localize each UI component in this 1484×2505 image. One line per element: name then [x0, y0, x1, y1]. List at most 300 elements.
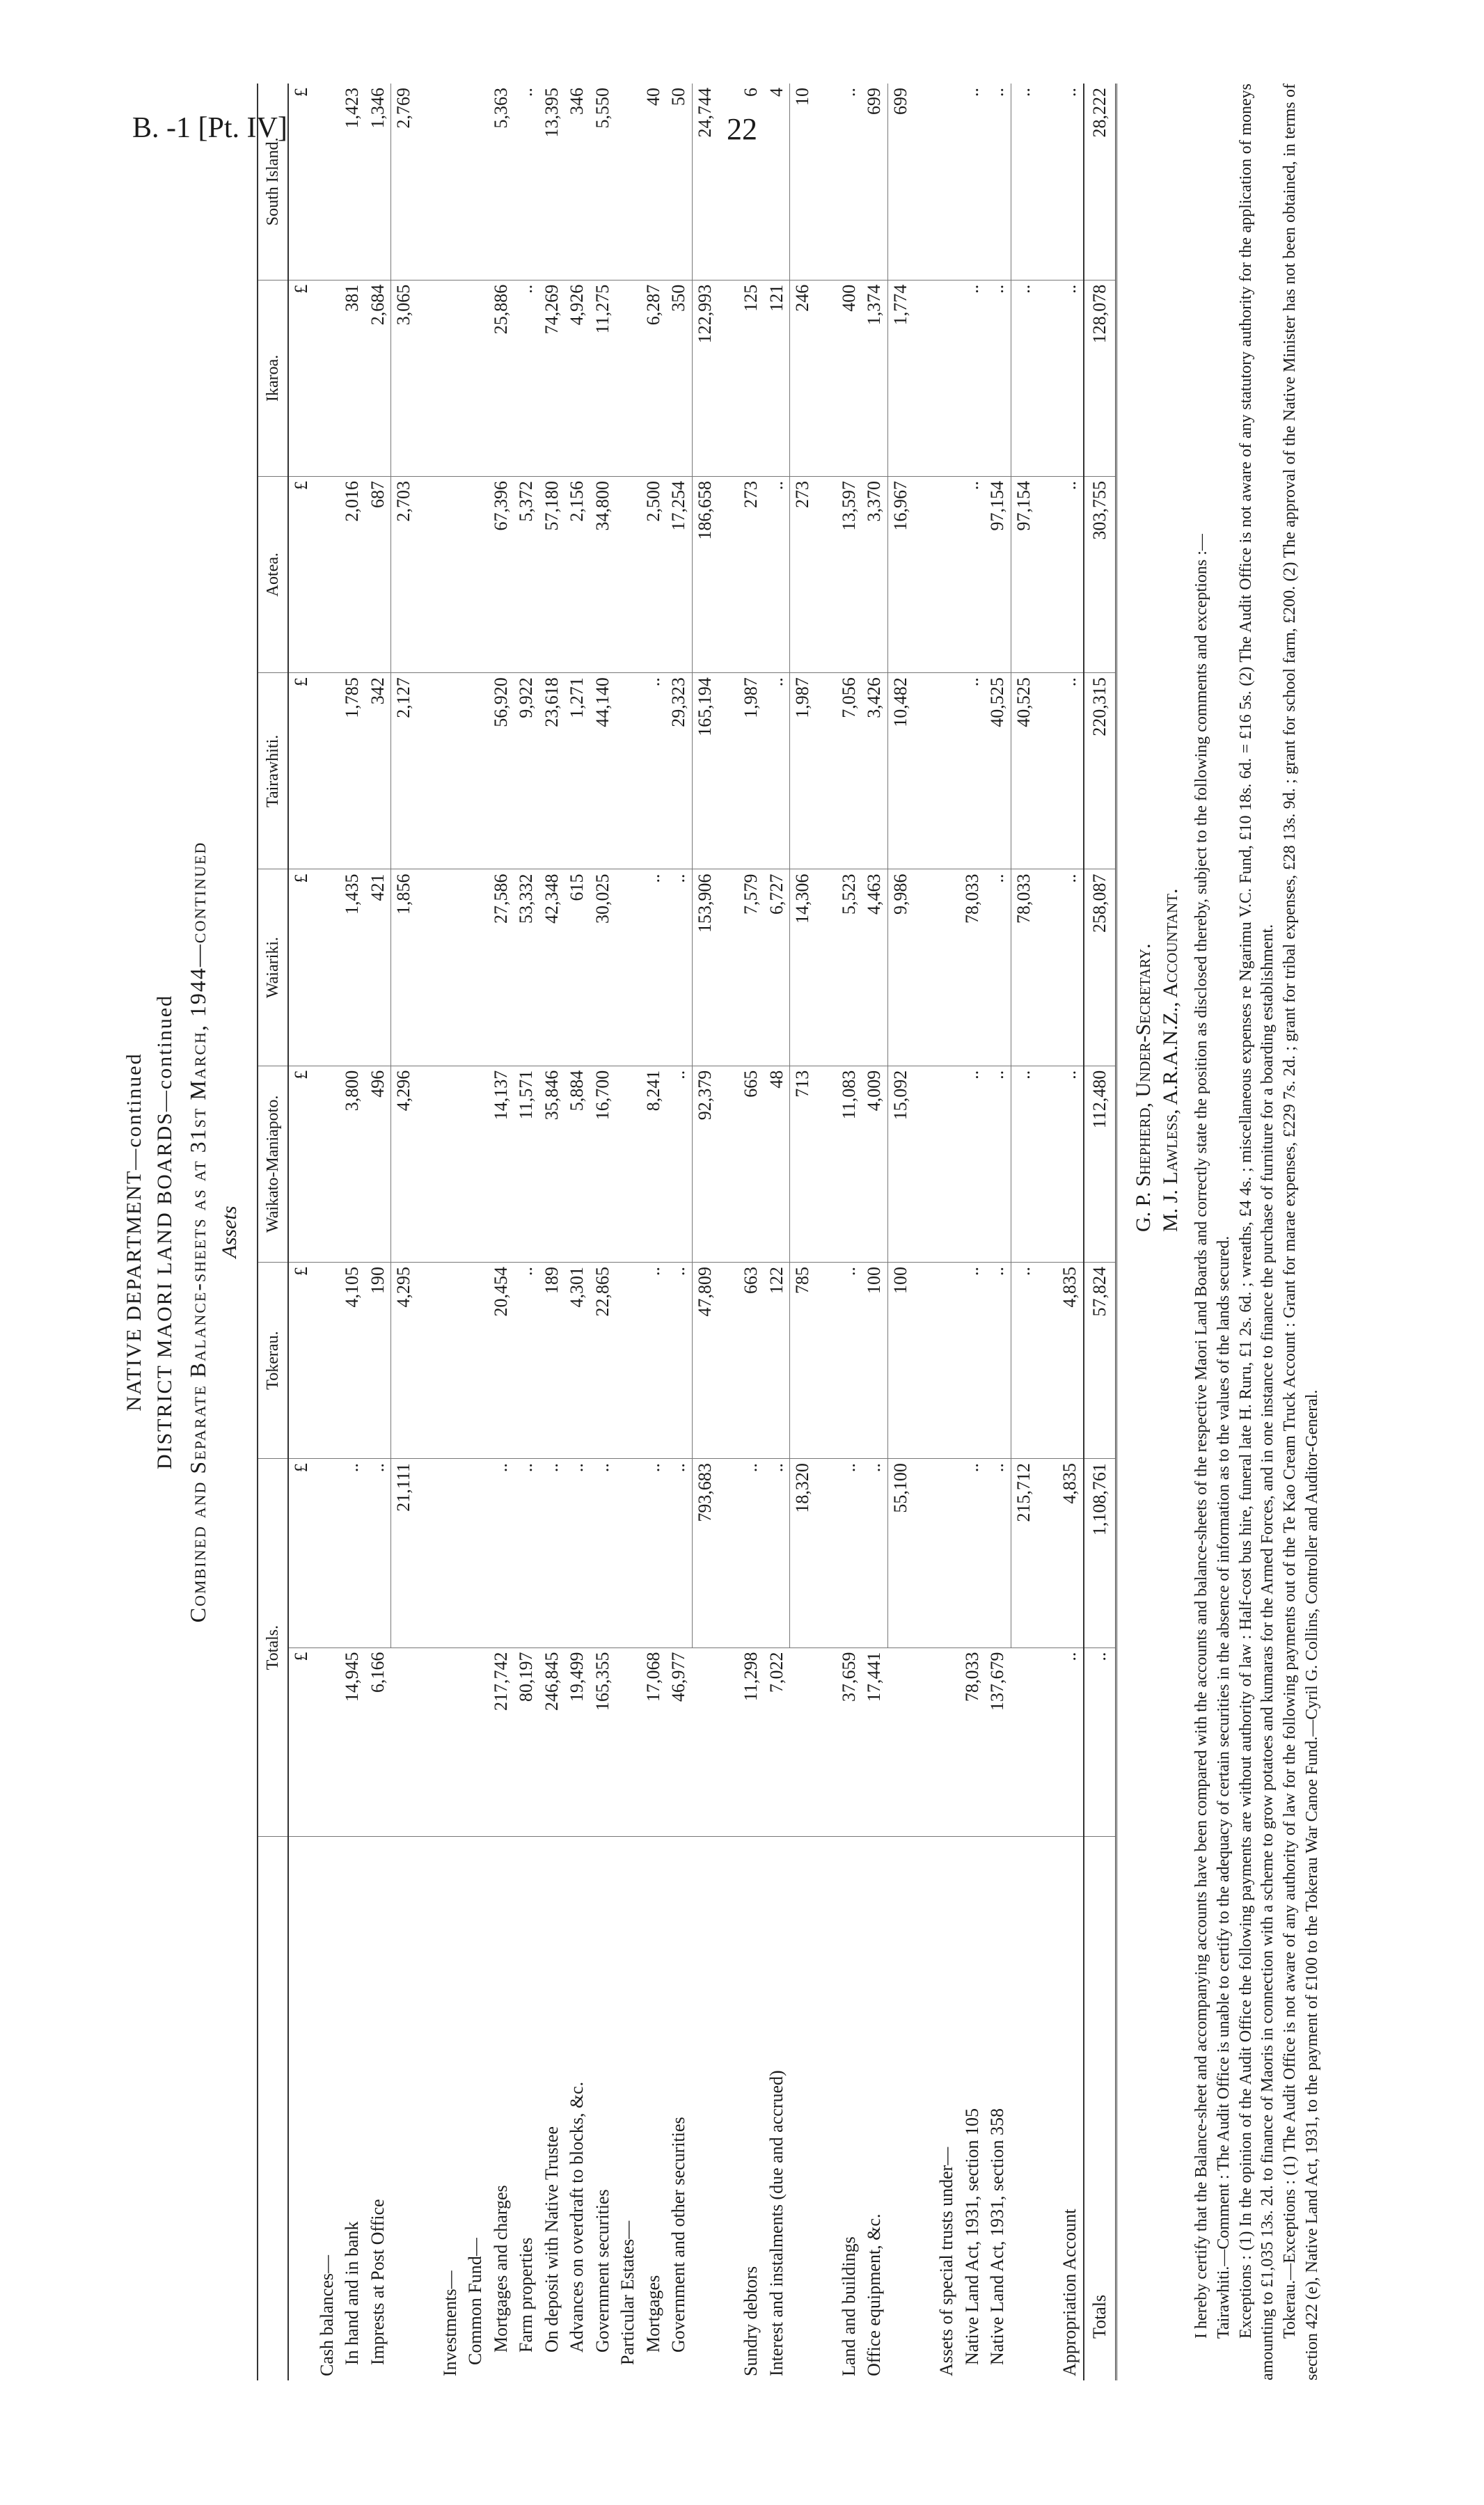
table-cell: [391, 1647, 417, 1836]
table-cell: ..: [862, 1459, 887, 1647]
table-cell: 100: [862, 1262, 887, 1458]
table-row: [615, 84, 641, 2380]
table-cell: ..: [565, 1459, 590, 1647]
signatory-under-secretary: G. P. Shepherd, Under-Secretary.: [1132, 943, 1155, 1232]
table-cell: 303,755: [1084, 477, 1116, 673]
table-cell: [615, 1066, 641, 1262]
table-cell: 137,679: [985, 1647, 1011, 1836]
table-cell: [934, 1459, 960, 1647]
table-cell: ..: [1011, 1262, 1036, 1458]
table-cell: [315, 84, 340, 280]
table-cell: 663: [739, 1262, 764, 1458]
table-cell: [887, 1647, 913, 1836]
table-row: [960, 84, 986, 2380]
table-cell: 4,835: [1057, 1262, 1084, 1458]
table-row: [862, 84, 887, 2380]
subtotal-row: [1011, 84, 1036, 2380]
table-cell: [463, 1262, 489, 1458]
table-cell: ..: [1057, 280, 1084, 476]
table-cell: 78,033: [960, 869, 986, 1066]
table-cell: [463, 869, 489, 1066]
table-cell: 5,363: [489, 84, 514, 280]
table-cell: [463, 673, 489, 869]
table-cell: [438, 1459, 464, 1647]
table-cell: [615, 1459, 641, 1647]
table-cell: ..: [960, 673, 986, 869]
table-cell: ..: [641, 673, 667, 869]
currency-cell: £: [288, 1262, 315, 1458]
table-cell: ..: [666, 1459, 692, 1647]
table-cell: [615, 280, 641, 476]
table-cell: 48: [764, 1066, 790, 1262]
table-cell: [934, 280, 960, 476]
table-cell: ..: [340, 1459, 365, 1647]
table-cell: 97,154: [1011, 477, 1036, 673]
table-cell: ..: [1057, 869, 1084, 1066]
table-cell: 35,846: [539, 1066, 565, 1262]
table-cell: 7,022: [764, 1647, 790, 1836]
table-cell: 246,845: [539, 1647, 565, 1836]
table-cell: 3,426: [862, 673, 887, 869]
table-cell: 125: [739, 280, 764, 476]
table-cell: 14,306: [790, 869, 816, 1066]
table-cell: 2,684: [365, 280, 391, 476]
table-cell: 17,254: [666, 477, 692, 673]
table-cell: 13,395: [539, 84, 565, 280]
table-cell: 3,800: [340, 1066, 365, 1262]
column-header: Totals.: [258, 1459, 288, 1837]
totals-row: [1084, 84, 1116, 2380]
column-header: Tairawhiti.: [258, 673, 288, 869]
table-cell: ..: [590, 1459, 616, 1647]
table-cell: 2,769: [391, 84, 417, 280]
column-header: Waiariki.: [258, 869, 288, 1066]
table-cell: 1,374: [862, 280, 887, 476]
balance-sheet-block: [123, 84, 1431, 2380]
table-cell: ..: [1057, 84, 1084, 280]
page-number: 22: [727, 112, 757, 146]
table-cell: ..: [539, 1459, 565, 1647]
table-row: [489, 84, 514, 2380]
table-cell: ..: [1011, 1066, 1036, 1262]
row-label: Land and buildings: [838, 2236, 859, 2376]
currency-row: [288, 84, 315, 2380]
row-label: On deposit with Native Trustee: [541, 2126, 562, 2353]
table-cell: [315, 1066, 340, 1262]
row-label: Mortgages: [642, 2275, 663, 2353]
table-cell: [438, 477, 464, 673]
table-cell: 34,800: [590, 477, 616, 673]
table-cell: 496: [365, 1066, 391, 1262]
table-cell: 11,083: [837, 1066, 862, 1262]
row-label: Imprests at Post Office: [367, 2199, 388, 2365]
audit-certificate: I hereby certify that the Balance-sheet and accompanying accounts have been compared with the accounts and balance-sheets of the respective Maori Land Boards and correctly state the position as disclosed thereby, subject to the following comments and exceptions :—: [1192, 534, 1211, 2339]
table-cell: [790, 1647, 816, 1836]
row-label: Office equipment, &c.: [864, 2213, 885, 2376]
table-cell: ..: [514, 1262, 539, 1458]
table-cell: ..: [666, 1262, 692, 1458]
table-cell: 56,920: [489, 673, 514, 869]
table-cell: 19,499: [565, 1647, 590, 1836]
table-cell: ..: [837, 84, 862, 280]
table-cell: ..: [1057, 673, 1084, 869]
table-cell: 5,550: [590, 84, 616, 280]
table-cell: 3,065: [391, 280, 417, 476]
row-label: Particular Estates—: [617, 2220, 638, 2365]
table-row: [837, 84, 862, 2380]
table-cell: 15,092: [887, 1066, 913, 1262]
page-reference: B. -1 [Pt. IV]: [132, 112, 287, 144]
table-cell: 1,856: [391, 869, 417, 1066]
table-cell: ..: [739, 1459, 764, 1647]
table-cell: 1,774: [887, 280, 913, 476]
table-cell: ..: [1057, 477, 1084, 673]
column-header: South Island.: [258, 84, 288, 280]
table-cell: 165,194: [692, 673, 718, 869]
table-cell: 53,332: [514, 869, 539, 1066]
table-cell: 46,977: [666, 1647, 692, 1836]
table-row: [438, 84, 464, 2380]
column-header: [258, 1836, 288, 2380]
spacer-row: [718, 84, 739, 2380]
table-cell: 11,298: [739, 1647, 764, 1836]
table-cell: 273: [739, 477, 764, 673]
table-cell: [934, 84, 960, 280]
table-cell: [615, 1262, 641, 1458]
row-label: Government securities: [592, 2189, 613, 2353]
table-cell: 50: [666, 84, 692, 280]
table-cell: ..: [666, 1066, 692, 1262]
table-cell: 37,659: [837, 1647, 862, 1836]
table-cell: ..: [985, 1459, 1011, 1647]
row-label: Native Land Act, 1931, section 105: [961, 2108, 982, 2365]
table-cell: 27,586: [489, 869, 514, 1066]
table-cell: [315, 1459, 340, 1647]
row-label: Cash balances—: [316, 2254, 337, 2376]
table-row: [934, 84, 960, 2380]
table-cell: 7,056: [837, 673, 862, 869]
table-cell: 1,108,761: [1084, 1459, 1116, 1647]
table-cell: ..: [764, 673, 790, 869]
audit-notes: [1191, 84, 1323, 2380]
table-cell: [934, 1647, 960, 1836]
table-cell: [438, 280, 464, 476]
table-cell: 189: [539, 1262, 565, 1458]
table-cell: [1011, 1647, 1036, 1836]
currency-cell: £: [288, 1066, 315, 1262]
table-cell: 13,597: [837, 477, 862, 673]
table-cell: ..: [985, 869, 1011, 1066]
table-cell: 190: [365, 1262, 391, 1458]
table-cell: [615, 869, 641, 1066]
table-cell: 1,346: [365, 84, 391, 280]
table-row: [539, 84, 565, 2380]
table-cell: 258,087: [1084, 869, 1116, 1066]
currency-cell: £: [288, 673, 315, 869]
table-cell: 40,525: [985, 673, 1011, 869]
table-cell: 112,480: [1084, 1066, 1116, 1262]
table-cell: 6,727: [764, 869, 790, 1066]
table-cell: 7,579: [739, 869, 764, 1066]
table-cell: 9,986: [887, 869, 913, 1066]
table-cell: 80,197: [514, 1647, 539, 1836]
currency-cell: £: [288, 477, 315, 673]
table-cell: 122,993: [692, 280, 718, 476]
table-cell: 11,275: [590, 280, 616, 476]
tokerau-exceptions: Tokerau.—Exceptions : (1) The Audit Office is not aware of any authority of law for the following payments out of the Te Kao Cream Truck Account : Grant for marae expenses, £229 7s. 2d. ; grant for tribal expenses, £28 13s. 9d. ; grant for school farm, £200. (2) The approval of the Native Minister has not been obtained, in terms of section 422 (e), Native Land Act, 1931, to the payment of £100 to the Tokerau War Canoe Fund.—Cyril G. Collins, Controller and Auditor-General.: [1281, 84, 1321, 2380]
table-cell: 4,296: [391, 1066, 417, 1262]
table-cell: ..: [1057, 1066, 1084, 1262]
spacer-row: [816, 84, 837, 2380]
table-row: [365, 84, 391, 2380]
table-cell: 687: [365, 477, 391, 673]
spacer-row: [417, 84, 438, 2380]
subtotal-row: [391, 84, 417, 2380]
table-row: [641, 84, 667, 2380]
table-cell: 217,742: [489, 1647, 514, 1836]
table-cell: 128,078: [1084, 280, 1116, 476]
table-cell: 18,320: [790, 1459, 816, 1647]
table-cell: 165,355: [590, 1647, 616, 1836]
table-row: [764, 84, 790, 2380]
table-cell: [438, 673, 464, 869]
table-cell: 17,441: [862, 1647, 887, 1836]
table-cell: 342: [365, 673, 391, 869]
table-cell: ..: [641, 1459, 667, 1647]
table-cell: 246: [790, 280, 816, 476]
tairawhiti-exceptions: Exceptions : (1) In the opinion of the Audit Office the following payments are without authority of law : Half-cost bus hire, funeral late H. Ruru, £1 2s. 6d. ; wreaths, £4 4s. ; miscellaneous expenses re Ngarimu V.C. Fund, £10 18s. 6d. = £16 5s. (2) The Audit Office is not aware of any statutory authority for the application of moneys amounting to £1,035 13s. 2d. to finance of Maoris in connection with a scheme to grow potatoes and kumaras for the Armed Forces, and in one instance to finance the purchase of furniture for a boarding establishment.: [1236, 84, 1277, 2380]
table-cell: ..: [837, 1262, 862, 1458]
table-cell: 92,379: [692, 1066, 718, 1262]
table-row: [666, 84, 692, 2380]
department-heading: NATIVE DEPARTMENT—continued: [123, 1052, 145, 1412]
table-cell: 11,571: [514, 1066, 539, 1262]
row-label: [790, 1836, 816, 2380]
table-cell: 57,180: [539, 477, 565, 673]
table-cell: ..: [1011, 84, 1036, 280]
column-header-row: [258, 84, 288, 2380]
table-cell: 2,127: [391, 673, 417, 869]
table-cell: 44,140: [590, 673, 616, 869]
table-cell: 5,372: [514, 477, 539, 673]
table-cell: 699: [862, 84, 887, 280]
table-cell: 55,100: [887, 1459, 913, 1647]
row-label: In hand and in bank: [342, 2221, 363, 2365]
table-cell: 665: [739, 1066, 764, 1262]
table-cell: [315, 1647, 340, 1836]
table-cell: 67,396: [489, 477, 514, 673]
table-cell: 1,271: [565, 673, 590, 869]
column-header: Ikaroa.: [258, 280, 288, 476]
table-cell: [615, 84, 641, 280]
signatures: [1130, 84, 1184, 1232]
table-cell: [463, 477, 489, 673]
table-cell: 2,703: [391, 477, 417, 673]
table-cell: 186,658: [692, 477, 718, 673]
currency-cell: £: [288, 1647, 315, 1836]
table-cell: 78,033: [1011, 869, 1036, 1066]
table-cell: 6: [739, 84, 764, 280]
table-cell: 1,423: [340, 84, 365, 280]
table-cell: 30,025: [590, 869, 616, 1066]
boards-heading: DISTRICT MAORI LAND BOARDS—continued: [153, 994, 176, 1470]
table-cell: 4,926: [565, 280, 590, 476]
table-cell: [438, 869, 464, 1066]
table-cell: 97,154: [985, 477, 1011, 673]
table-cell: 4,463: [862, 869, 887, 1066]
table-cell: 9,922: [514, 673, 539, 869]
table-cell: [315, 477, 340, 673]
table-cell: 215,712: [1011, 1459, 1036, 1647]
table-cell: ..: [666, 869, 692, 1066]
table-cell: 1,987: [790, 673, 816, 869]
table-row: [590, 84, 616, 2380]
table-cell: 4,835: [1057, 1459, 1084, 1647]
table-cell: 121: [764, 280, 790, 476]
table-cell: [615, 477, 641, 673]
table-cell: ..: [985, 280, 1011, 476]
table-cell: 153,906: [692, 869, 718, 1066]
currency-cell: £: [288, 84, 315, 280]
table-cell: [615, 1647, 641, 1836]
table-cell: [438, 1647, 464, 1836]
table-cell: 23,618: [539, 673, 565, 869]
table-cell: 10: [790, 84, 816, 280]
subtotal-row: [887, 84, 913, 2380]
table-cell: [438, 84, 464, 280]
table-cell: 1,435: [340, 869, 365, 1066]
balance-sheet-table: [257, 84, 1117, 2380]
table-cell: 273: [790, 477, 816, 673]
table-cell: ..: [641, 869, 667, 1066]
table-cell: ..: [985, 84, 1011, 280]
table-cell: ..: [1057, 1647, 1084, 1836]
table-row: [315, 84, 340, 2380]
table-cell: 17,068: [641, 1647, 667, 1836]
subtotal-row: [692, 84, 718, 2380]
table-cell: ..: [960, 477, 986, 673]
table-cell: ..: [514, 280, 539, 476]
table-cell: [934, 1066, 960, 1262]
row-label: Totals: [1084, 1836, 1116, 2380]
table-cell: ..: [837, 1459, 862, 1647]
table-cell: ..: [985, 1066, 1011, 1262]
spacer-row: [1036, 84, 1057, 2380]
table-row: [340, 84, 365, 2380]
row-label: Assets of special trusts under—: [936, 2147, 957, 2376]
row-label: Common Fund—: [465, 2238, 486, 2365]
document-title: Combined and Separate Balance-sheets as at 31st March, 1944—continued: [185, 841, 210, 1623]
table-cell: 16,967: [887, 477, 913, 673]
table-cell: [315, 673, 340, 869]
table-cell: ..: [1084, 1647, 1116, 1836]
table-cell: 42,348: [539, 869, 565, 1066]
table-cell: 2,156: [565, 477, 590, 673]
table-cell: [934, 477, 960, 673]
table-row: [985, 84, 1011, 2380]
table-cell: 381: [340, 280, 365, 476]
table-cell: [463, 1459, 489, 1647]
table-cell: 6,166: [365, 1647, 391, 1836]
row-label: Appropriation Account: [1059, 2208, 1080, 2376]
table-cell: 6,287: [641, 280, 667, 476]
table-cell: 421: [365, 869, 391, 1066]
table-cell: 2,016: [340, 477, 365, 673]
row-label: Sundry debtors: [741, 2266, 761, 2376]
table-cell: [463, 84, 489, 280]
currency-cell: £: [288, 280, 315, 476]
row-label: [692, 1836, 718, 2380]
table-cell: 74,269: [539, 280, 565, 476]
table-cell: 14,137: [489, 1066, 514, 1262]
table-cell: [934, 869, 960, 1066]
subtotal-row: [790, 84, 816, 2380]
row-label: Advances on overdraft to blocks, &c.: [567, 2081, 587, 2353]
table-cell: 4,105: [340, 1262, 365, 1458]
table-cell: 14,945: [340, 1647, 365, 1836]
table-cell: ..: [960, 1066, 986, 1262]
table-cell: [934, 673, 960, 869]
table-cell: 1,987: [739, 673, 764, 869]
table-cell: 713: [790, 1066, 816, 1262]
table-cell: [315, 1262, 340, 1458]
table-cell: ..: [960, 280, 986, 476]
table-cell: 22,865: [590, 1262, 616, 1458]
table-cell: ..: [1011, 280, 1036, 476]
row-label: [887, 1836, 913, 2380]
table-cell: 4,301: [565, 1262, 590, 1458]
row-label: [391, 1836, 417, 2380]
table-row: [739, 84, 764, 2380]
table-cell: [692, 1647, 718, 1836]
table-cell: 220,315: [1084, 673, 1116, 869]
table-cell: 122: [764, 1262, 790, 1458]
table-cell: ..: [960, 1262, 986, 1458]
table-cell: 350: [666, 280, 692, 476]
row-label: [1011, 1836, 1036, 2380]
table-cell: 4,295: [391, 1262, 417, 1458]
table-cell: [463, 1066, 489, 1262]
column-header: Waikato-Maniapoto.: [258, 1066, 288, 1262]
table-cell: 785: [790, 1262, 816, 1458]
column-header: Tokerau.: [258, 1262, 288, 1458]
row-label: Investments—: [439, 2270, 460, 2376]
table-cell: [463, 1647, 489, 1836]
table-cell: 4: [764, 84, 790, 280]
table-cell: 28,222: [1084, 84, 1116, 280]
table-cell: [615, 673, 641, 869]
table-cell: ..: [960, 1459, 986, 1647]
table-cell: 40: [641, 84, 667, 280]
table-cell: 40,525: [1011, 673, 1036, 869]
table-row: [565, 84, 590, 2380]
row-label: Interest and instalments (due and accrued): [766, 2070, 787, 2376]
table-cell: 400: [837, 280, 862, 476]
table-cell: ..: [985, 1262, 1011, 1458]
section-subtitle: Assets: [218, 1206, 241, 1258]
table-cell: 5,884: [565, 1066, 590, 1262]
table-cell: 25,886: [489, 280, 514, 476]
table-cell: [934, 1262, 960, 1458]
table-cell: 1,785: [340, 673, 365, 869]
spacer-row: [913, 84, 934, 2380]
table-cell: 100: [887, 1262, 913, 1458]
table-cell: ..: [764, 1459, 790, 1647]
table-cell: 16,700: [590, 1066, 616, 1262]
table-cell: [315, 869, 340, 1066]
row-label: Mortgages and charges: [490, 2185, 511, 2353]
table-cell: [463, 280, 489, 476]
